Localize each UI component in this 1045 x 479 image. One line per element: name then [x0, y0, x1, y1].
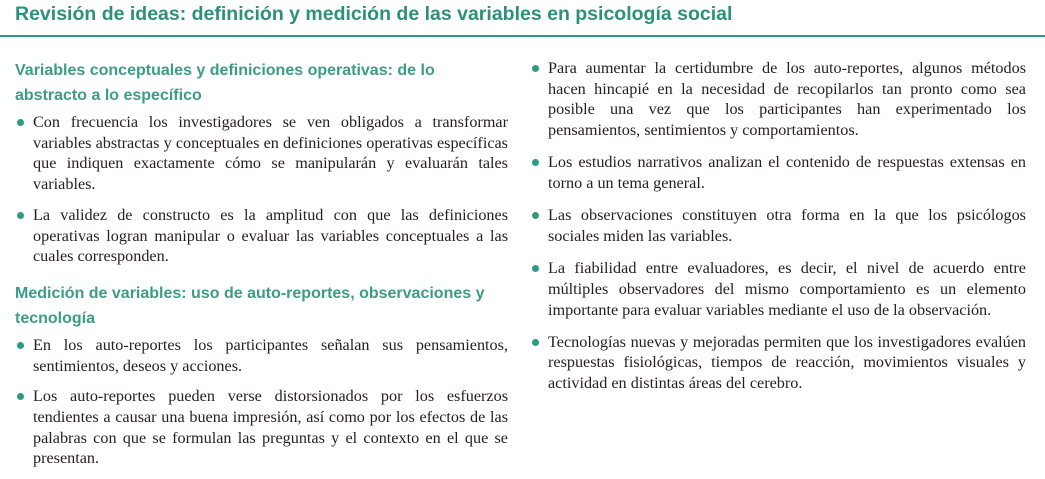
bullet-list [530, 58, 1026, 394]
left-column [15, 58, 508, 479]
section-conceptual-variables [15, 58, 508, 267]
bullet-dot-icon [532, 212, 539, 219]
bullet-item [530, 258, 1026, 320]
bullet-text: Los auto-reportes pueden verse distorsionados por los esfuerzos tendientes a causar una buena impresión, así como por los efectos de las palabras con que se formulan las preguntas y el contexto en el que se presentan. [33, 387, 508, 468]
bullet-text: Los estudios narrativos analizan el contenido de respuestas extensas en torno a un tema general. [548, 153, 1026, 193]
bullet-dot-icon [532, 339, 539, 346]
bullet-text: Tecnologías nuevas y mejoradas permiten que los investigadores evalúen respuestas fisiológicas, tiempos de reacción, movimientos visuales y actividad en distintas áreas del cerebro. [548, 332, 1026, 393]
bullet-text: La validez de constructo es la amplitud con que las definiciones operativas logran manipular o evaluar las variables conceptuales a las cuales corresponden. [33, 205, 508, 266]
bullet-text: Las observaciones constituyen otra forma en la que los psicólogos sociales miden las variables. [548, 206, 1026, 245]
bullet-text: Para aumentar la certidumbre de los auto-reportes, algunos métodos hacen hincapié en la necesidad de recopilarlos tan pronto como sea posible una vez que los participantes han experimentado los pensamientos, sentimientos y comportamientos. [548, 59, 1026, 140]
bullet-dot-icon [17, 212, 24, 219]
bullet-item [530, 58, 1026, 141]
bullet-list [15, 112, 508, 267]
section-heading: Variables conceptuales y definiciones operativas: de lo abstracto a lo específico [15, 62, 435, 104]
bullet-text: La fiabilidad entre evaluadores, es decir, el nivel de acuerdo entre múltiples observadores del mismo comportamiento es un elemento importante para evaluar variables mediante el uso de la observación. [548, 259, 1026, 319]
bullet-item [530, 205, 1026, 246]
bullet-item [15, 205, 508, 267]
bullet-text: Con frecuencia los investigadores se ven obligados a transformar variables abstractas y conceptuales en definiciones operativas específicas que indiquen exactamente cómo se manipularán y evaluarán tales variables. [33, 113, 508, 194]
bullet-dot-icon [17, 393, 24, 400]
bullet-dot-icon [532, 265, 539, 272]
bullet-item [15, 112, 508, 195]
bullet-item [530, 152, 1026, 193]
section-heading: Medición de variables: uso de auto-reportes, observaciones y tecnología [15, 284, 485, 327]
title-bar [0, 0, 1045, 37]
bullet-text: En los auto-reportes los participantes señalan sus pensamientos, sentimientos, deseos y acciones. [33, 335, 508, 375]
bullet-dot-icon [17, 342, 24, 349]
bullet-dot-icon [532, 159, 539, 166]
bullet-item [530, 332, 1026, 394]
right-column [530, 58, 1026, 405]
bullet-list [15, 335, 508, 469]
bullet-dot-icon [17, 119, 24, 126]
page-title: Revisión de ideas: definición y medición de las variables en psicología social [15, 3, 733, 25]
bullet-item [15, 386, 508, 469]
section-measurement-continued [530, 58, 1026, 394]
bullet-item [15, 335, 508, 376]
section-measurement [15, 281, 508, 469]
bullet-dot-icon [532, 65, 539, 72]
